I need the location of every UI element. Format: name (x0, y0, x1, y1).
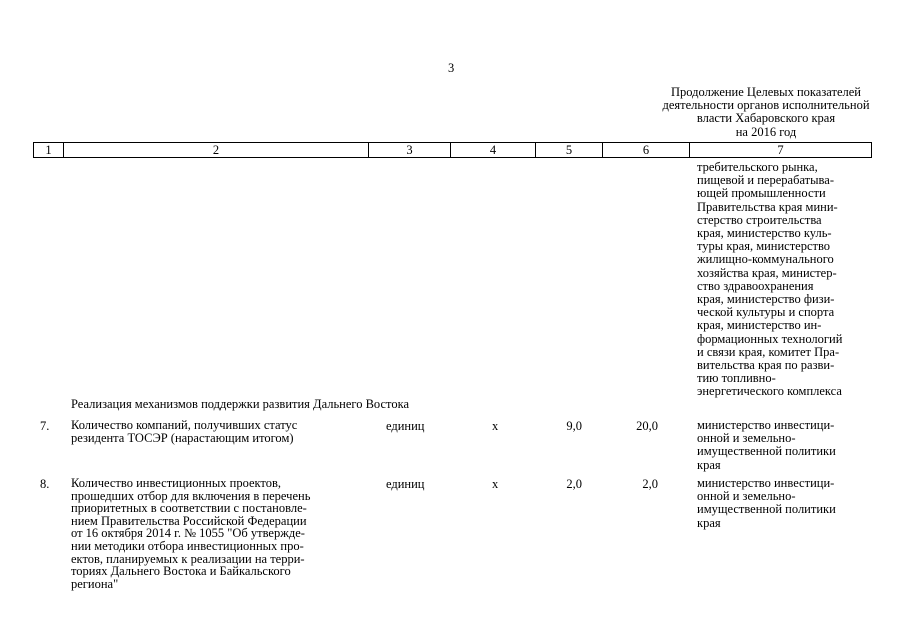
unit-of-measure: единиц (386, 477, 425, 491)
continuation-line-2: деятельности органов исполнительной (662, 98, 870, 113)
indicator-name: Количество компаний, получивших статус резидента ТОСЭР (нарастающим итогом) (71, 418, 298, 445)
continuation-header (655, 86, 877, 139)
row-number: 7. (40, 419, 50, 433)
base-value: x (492, 477, 499, 491)
responsible-authority: министерство инвестици- онной и земельно- имущественной политики края (697, 476, 836, 530)
value-column-6: 2,0 (642, 477, 658, 491)
value-column-6: 20,0 (636, 419, 658, 433)
indicator-name: Количество инвестиционных проектов, прошедших отбор для включения в перечень приоритетных в соответствии с постановле- нием Правительства Российской Федерации от 16 октября 2014 г. № 1055 "Об утвержде- нии методики отбора инвестиционных про- ектов, планируемых к реализации на терри- ториях Дальнего Востока и Байкальского региона" (71, 476, 311, 591)
table-header-row (33, 142, 872, 158)
table-header-cell: 3 (369, 143, 451, 157)
table-header-cell: 4 (451, 143, 536, 157)
base-value: x (492, 419, 499, 433)
responsible-authority: министерство инвестици- онной и земельно- имущественной политики края (697, 418, 836, 472)
row-number: 8. (40, 477, 50, 491)
value-column-5: 2,0 (566, 477, 582, 491)
value-column-5: 9,0 (566, 419, 582, 433)
continuation-line-4: на 2016 год (735, 124, 797, 139)
table-header-cell: 1 (34, 143, 64, 157)
continuation-line-3: власти Хабаровского края (696, 111, 836, 126)
unit-of-measure: единиц (386, 419, 425, 433)
continuation-line-1: Продолжение Целевых показателей (671, 85, 861, 99)
table-header-cell: 5 (536, 143, 603, 157)
page-number: 3 (448, 61, 455, 75)
carry-over-responsible-text: требительского рынка, пищевой и перерабатыва- ющей промышленности Правительства края мини- стерство строительства края, министерство куль- туры края, министерство жилищно-коммунального хозяйства края, министер- ство здравоохранения края, министерство физи- ческой культуры и спорта края, министерство ин- формационных технологий и связи края, комитет Пра- вительства края по разви- тию топливно- энергетического комплекса (697, 160, 843, 399)
table-header-cell: 6 (603, 143, 690, 157)
table-header-cell: 7 (777, 143, 784, 157)
table-header-cell: 2 (64, 143, 369, 157)
section-heading: Реализация механизмов поддержки развития Дальнего Востока (71, 397, 410, 411)
